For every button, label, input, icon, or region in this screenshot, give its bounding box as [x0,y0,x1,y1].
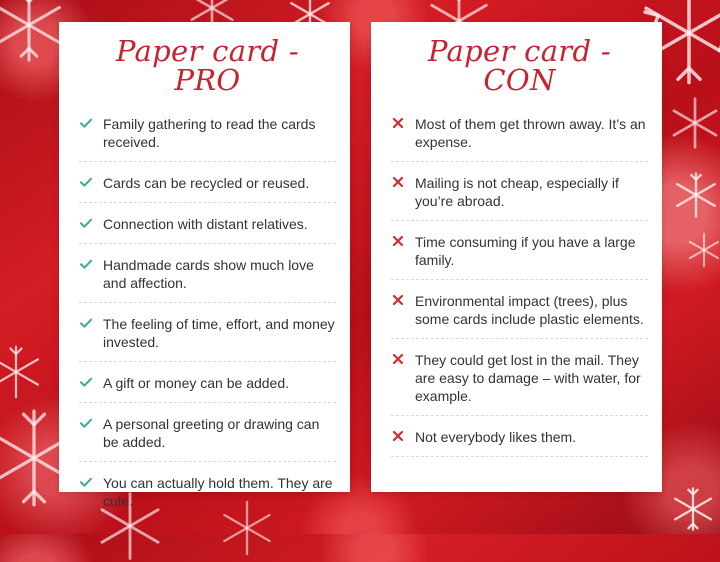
con-list-item [391,292,648,339]
pro-card-title: Paper card - PRO [79,37,336,95]
check-icon [79,475,93,489]
pro-list-item-text: You can actually hold them. They are cute. [103,475,333,509]
check-icon [79,257,93,271]
check-icon [79,416,93,430]
pro-list-item-text: A gift or money can be added. [103,375,289,391]
pro-list-item [79,474,336,520]
cross-icon [391,234,405,248]
pro-list-item [79,315,336,362]
pro-list-item-text: Connection with distant relatives. [103,216,308,232]
check-icon [79,175,93,189]
pro-list-item [79,374,336,403]
con-list-item [391,351,648,416]
pro-list-item [79,415,336,462]
snowflake-decoration [0,344,44,400]
con-list-item-text: Mailing is not cheap, especially if you’re abroad. [415,175,619,209]
con-list-item [391,233,648,280]
cross-icon [391,175,405,189]
pro-list-item-text: Cards can be recycled or reused. [103,175,309,191]
pro-list-item-text: The feeling of time, effort, and money invested. [103,316,335,350]
con-card-title: Paper card - CON [391,37,648,95]
pro-list-item [79,215,336,244]
con-list-item [391,174,648,221]
cross-icon [391,293,405,307]
con-list-item-text: Not everybody likes them. [415,429,576,445]
con-list-item-text: Most of them get thrown away. It’s an expense. [415,116,646,150]
con-list-item-text: They could get lost in the mail. They are easy to damage – with water, for example. [415,352,641,404]
pro-list [79,115,336,520]
check-icon [79,116,93,130]
pro-list-item [79,174,336,203]
snowflake-decoration [670,486,716,532]
check-icon [79,375,93,389]
con-list-item-text: Environmental impact (trees), plus some cards include plastic elements. [415,293,644,327]
pro-list-item-text: Handmade cards show much love and affection. [103,257,314,291]
cross-icon [391,429,405,443]
pro-card [59,22,350,492]
con-list-item [391,428,648,457]
snowflake-decoration [672,171,720,219]
pro-list-item-text: A personal greeting or drawing can be added. [103,416,319,450]
pro-list-item [79,115,336,162]
check-icon [79,316,93,330]
con-list-item-text: Time consuming if you have a large family. [415,234,635,268]
snowflake-decoration [686,232,720,268]
con-list [391,115,648,457]
con-card [371,22,662,492]
check-icon [79,216,93,230]
cross-icon [391,352,405,366]
snowflake-decoration [668,96,720,150]
snowflake-decoration [0,0,68,64]
pro-list-item [79,256,336,303]
con-list-item [391,115,648,162]
pro-list-item-text: Family gathering to read the cards received. [103,116,315,150]
cross-icon [391,116,405,130]
